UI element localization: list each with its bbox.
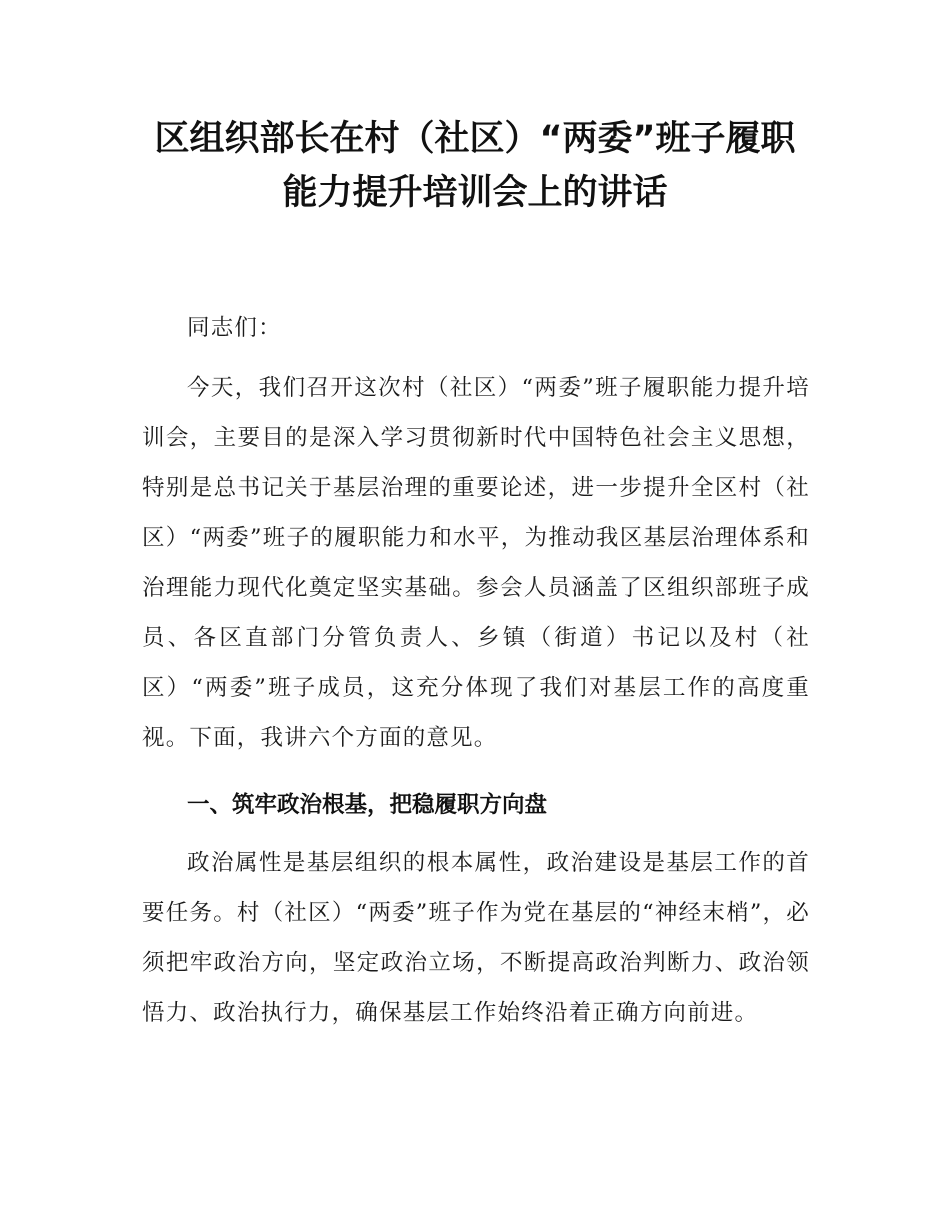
section-heading-1: 一、筑牢政治根基，把稳履职方向盘 bbox=[187, 792, 548, 818]
paragraph-intro: 今天，我们召开这次村（社区）“两委”班子履职能力提升培训会，主要目的是深入学习贯彻新时代中国特色社会主义思想，特别是总书记关于基层治理的重要论述，进一步提升全区村（社区）“两委”班子的履职能力和水平，为推动我区基层治理体系和治理能力现代化奠定坚实基础。参会人员涵盖了区组织部班子成员、各区直部门分管负责人、乡镇（街道）书记以及村（社区）“两委”班子成员，这充分体现了我们对基层工作的高度重视。下面，我讲六个方面的意见。 bbox=[142, 375, 810, 751]
document-title bbox=[120, 112, 830, 220]
paragraph-section-1: 政治属性是基层组织的根本属性，政治建设是基层工作的首要任务。村（社区）“两委”班子作为党在基层的“神经末梢”，必须把牢政治方向，坚定政治立场，不断提高政治判断力、政治领悟力、政治执行力，确保基层工作始终沿着正确方向前进。 bbox=[142, 850, 810, 1026]
title-line-1: 区组织部长在村（社区）“两委”班子履职 bbox=[154, 119, 796, 159]
title-line-2: 能力提升培训会上的讲话 bbox=[282, 173, 668, 213]
greeting: 同志们： bbox=[187, 315, 282, 341]
